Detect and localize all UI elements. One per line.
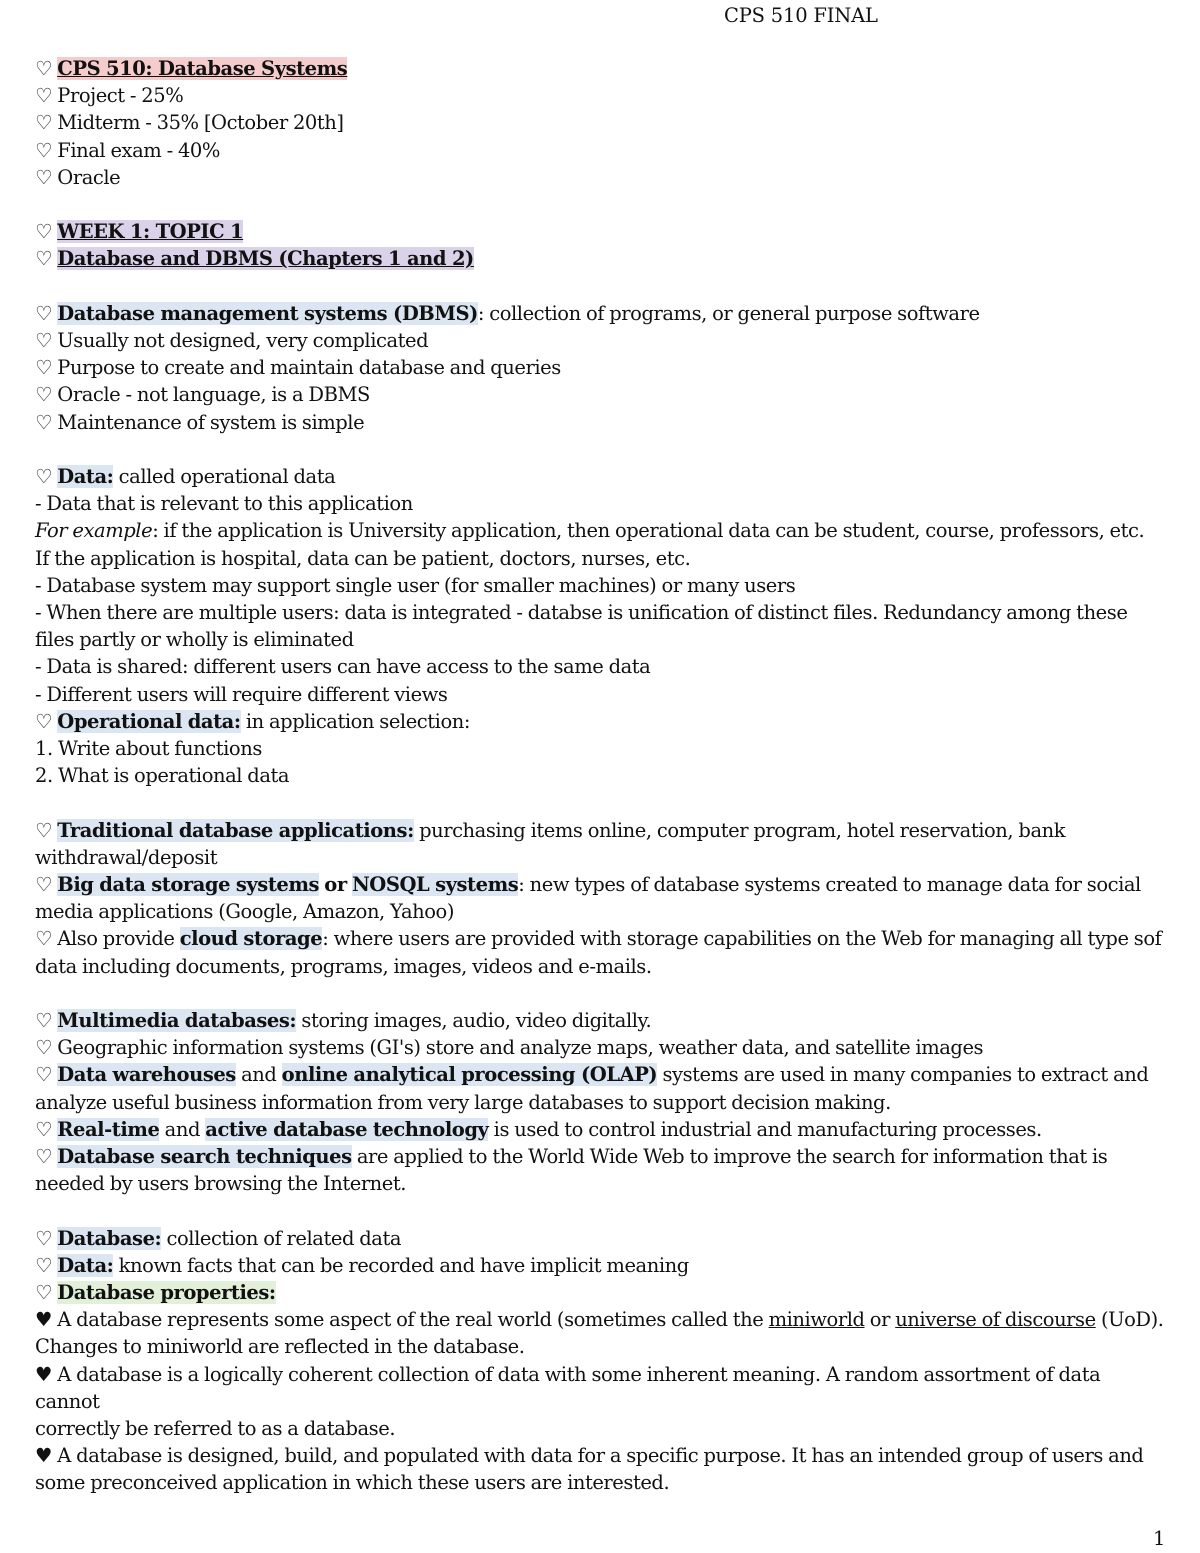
text-run: ♡ Purpose to create and maintain database and queries <box>35 356 561 380</box>
text-run: is used to control industrial and manufacturing processes. <box>488 1117 1042 1141</box>
text-run: ♡ Project - 25% <box>35 84 184 108</box>
text-line <box>35 517 1167 544</box>
text-line <box>35 300 1167 327</box>
text-run: in application selection: <box>240 709 470 733</box>
text-line <box>35 1442 1167 1469</box>
text-run: : collection of programs, or general purpose software <box>477 301 980 325</box>
text-run: 2. What is operational data <box>35 764 290 788</box>
text-run: called operational data <box>113 465 336 488</box>
page-header: CPS 510 FINAL <box>724 4 878 27</box>
text-line <box>35 1034 1167 1061</box>
text-run: and <box>159 1117 206 1141</box>
text-line <box>35 1469 1167 1496</box>
text-run: ♡ Oracle - not language, is a DBMS <box>35 383 370 407</box>
text-run: ♡ Midterm - 35% [October 20th] <box>35 111 344 135</box>
text-line <box>35 1007 1167 1034</box>
text-run: Changes to miniworld are reflected in the database. <box>35 1335 525 1359</box>
text-run: ♡ <box>35 1009 58 1033</box>
highlighted-term: cloud storage <box>179 927 323 951</box>
text-run: some preconceived application in which these users are interested. <box>35 1471 670 1495</box>
text-run: correctly be referred to as a database. <box>35 1417 396 1441</box>
highlighted-term: Traditional database applications: <box>57 818 414 842</box>
text-run: ♡ Final exam - 40% <box>35 138 220 162</box>
text-run: data including documents, programs, images, videos and e-mails. <box>35 954 652 978</box>
text-line <box>35 1306 1167 1333</box>
text-run: ♡ <box>35 301 58 325</box>
underlined-term: miniworld <box>768 1308 865 1332</box>
text-run: ♡ <box>35 709 58 733</box>
blank-line <box>35 436 1167 463</box>
text-line <box>35 137 1167 164</box>
text-line <box>35 1415 1167 1442</box>
text-line <box>35 898 1167 925</box>
text-run: ♡ <box>35 1226 58 1250</box>
text-line <box>35 1279 1167 1306</box>
text-run: ♥ A database is designed, build, and populated with data for a specific purpose. It has an intended group of users and <box>35 1444 1144 1468</box>
text-run: ♡ <box>35 465 58 488</box>
text-line <box>35 463 1167 490</box>
highlighted-term: Database and DBMS (Chapters 1 and 2) <box>57 247 474 271</box>
highlighted-term: Multimedia databases: <box>57 1009 297 1033</box>
text-run: ♡ <box>35 1117 58 1141</box>
text-line <box>35 925 1167 952</box>
text-run: ♡ Also provide <box>35 927 180 951</box>
text-run: ♡ <box>35 1253 58 1277</box>
text-run: are applied to the World Wide Web to improve the search for information that is <box>351 1145 1108 1169</box>
blank-line <box>35 1197 1167 1224</box>
text-run: ♥ A database represents some aspect of the real world (sometimes called the <box>35 1308 769 1332</box>
text-line <box>35 1143 1167 1170</box>
text-line <box>35 762 1167 789</box>
text-line <box>35 1089 1167 1116</box>
text-line <box>35 626 1167 653</box>
text-line <box>35 1116 1167 1143</box>
highlighted-term: Database search techniques <box>57 1145 352 1169</box>
text-run: ♡ <box>35 1145 58 1169</box>
text-line <box>35 164 1167 191</box>
text-line <box>35 1225 1167 1252</box>
text-run: - Database system may support single user (for smaller machines) or many users <box>35 573 796 597</box>
text-run: ♡ <box>35 247 58 271</box>
highlighted-term: Data warehouses <box>57 1063 236 1087</box>
highlighted-term: Database properties: <box>57 1281 276 1305</box>
text-run: files partly or wholly is eliminated <box>35 628 354 652</box>
text-run: ♡ <box>35 57 58 80</box>
text-line <box>35 327 1167 354</box>
text-run: known facts that can be recorded and have implicit meaning <box>113 1253 689 1277</box>
highlighted-term: Database management systems (DBMS) <box>57 301 478 325</box>
highlighted-term: NOSQL systems <box>351 873 519 897</box>
text-line <box>35 109 1167 136</box>
blank-line <box>35 789 1167 816</box>
highlighted-term: Real-time <box>57 1117 160 1141</box>
text-line <box>35 218 1167 245</box>
text-line <box>35 1061 1167 1088</box>
blank-line <box>35 191 1167 218</box>
text-run: ♡ <box>35 818 58 842</box>
text-run: purchasing items online, computer program, hotel reservation, bank <box>413 818 1066 842</box>
highlighted-term: Big data storage systems <box>57 873 320 897</box>
text-line <box>35 1170 1167 1197</box>
text-line <box>35 844 1167 871</box>
text-line <box>35 82 1167 109</box>
text-line <box>35 953 1167 980</box>
text-line <box>35 681 1167 708</box>
text-run: ♡ Oracle <box>35 165 121 189</box>
text-line <box>35 735 1167 762</box>
text-run: ♡ <box>35 220 58 244</box>
text-run: or <box>864 1308 896 1332</box>
text-run: : where users are provided with storage capabilities on the Web for managing all type sof <box>322 927 1162 951</box>
text-run: (UoD). <box>1095 1308 1164 1332</box>
text-line <box>35 1333 1167 1360</box>
text-run: systems are used in many companies to extract and <box>657 1063 1149 1087</box>
italic-text: For example <box>35 519 153 543</box>
text-line <box>35 1252 1167 1279</box>
text-run: media applications (Google, Amazon, Yahoo) <box>35 900 454 924</box>
text-line <box>35 381 1167 408</box>
text-line <box>35 55 1167 82</box>
text-line <box>35 490 1167 517</box>
page-number: 1 <box>1153 1527 1166 1550</box>
underlined-term: universe of discourse <box>895 1308 1096 1332</box>
text-line <box>35 871 1167 898</box>
blank-line <box>35 980 1167 1007</box>
text-line <box>35 653 1167 680</box>
text-run: needed by users browsing the Internet. <box>35 1172 407 1196</box>
highlighted-term: CPS 510: Database Systems <box>57 57 348 80</box>
highlighted-term: Database: <box>57 1226 162 1250</box>
text-run: - Data that is relevant to this application <box>35 492 413 516</box>
text-line <box>35 545 1167 572</box>
text-run: : if the application is University application, then operational data can be student, course, professors, etc. <box>152 519 1145 543</box>
highlighted-term: online analytical processing (OLAP) <box>281 1063 658 1087</box>
text-run: ♥ A database is a logically coherent collection of data with some inherent meaning. A random assortment of data cannot <box>35 1362 1106 1413</box>
text-run: and <box>235 1063 282 1087</box>
text-run: - Different users will require different views <box>35 682 448 706</box>
text-line <box>35 1361 1167 1415</box>
text-run: : new types of database systems created to manage data for social <box>518 873 1141 897</box>
text-run: - When there are multiple users: data is integrated - databse is unification of distinct files. Redundancy among these <box>35 601 1128 625</box>
text-run: ♡ <box>35 1281 58 1305</box>
highlighted-term: WEEK 1: TOPIC 1 <box>57 220 244 244</box>
text-run: ♡ Maintenance of system is simple <box>35 410 365 434</box>
text-line <box>35 409 1167 436</box>
highlighted-term: Operational data: <box>57 709 241 733</box>
text-run: storing images, audio, video digitally. <box>296 1009 652 1033</box>
text-run: withdrawal/deposit <box>35 845 218 869</box>
text-line <box>35 245 1167 272</box>
highlighted-term: Data: <box>57 465 114 488</box>
text-line <box>35 817 1167 844</box>
text-run: analyze useful business information from very large databases to support decision making. <box>35 1090 891 1114</box>
text-line <box>35 354 1167 381</box>
blank-line <box>35 273 1167 300</box>
text-run: ♡ Usually not designed, very complicated <box>35 329 429 352</box>
text-line <box>35 599 1167 626</box>
text-line <box>35 708 1167 735</box>
text-run: If the application is hospital, data can be patient, doctors, nurses, etc. <box>35 546 691 570</box>
text-run: ♡ <box>35 873 58 897</box>
text-line <box>35 572 1167 599</box>
text-run: ♡ Geographic information systems (GI's) store and analyze maps, weather data, and satellite images <box>35 1036 984 1060</box>
text-run: 1. Write about functions <box>35 737 262 761</box>
text-run: or <box>324 873 347 897</box>
highlighted-term: active database technology <box>205 1117 489 1141</box>
highlighted-term: Data: <box>57 1253 114 1277</box>
text-run: collection of related data <box>161 1226 402 1250</box>
text-run: ♡ <box>35 1063 58 1087</box>
document-body <box>35 55 1167 1497</box>
text-run: - Data is shared: different users can have access to the same data <box>35 655 651 679</box>
